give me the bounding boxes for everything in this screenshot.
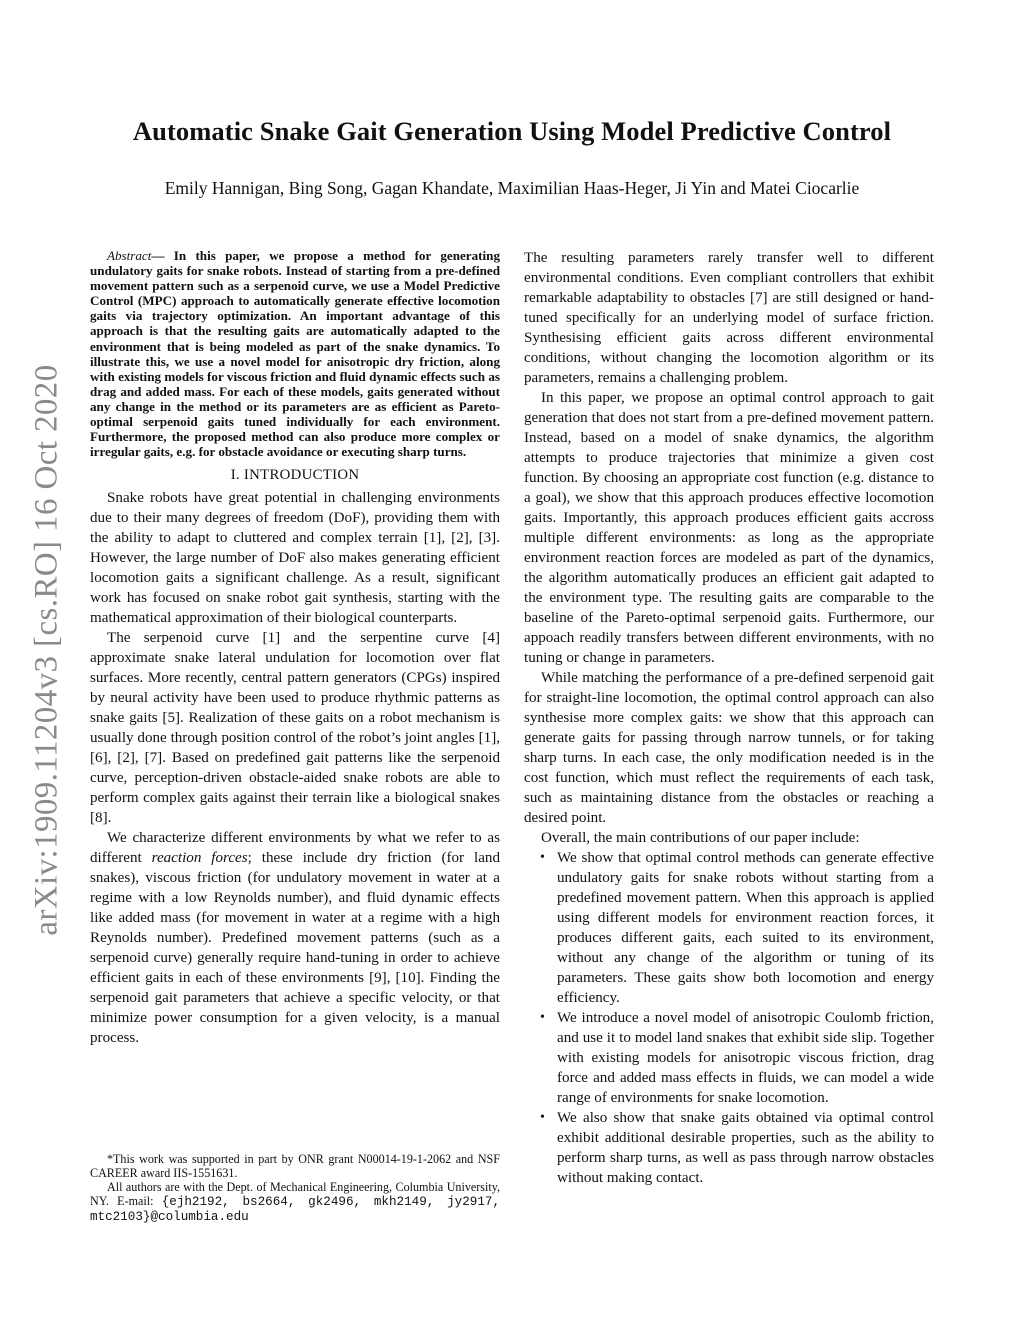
abstract-text: — In this paper, we propose a method for generating undulatory gaits for snake robots. Instead of starting from a pre-defined movement pattern such as a serpenoid curve, we use a Model Predictive Control (MPC) approach to automatically generate effective locomotion gaits via trajectory optimization. An important advantage of this approach is that the resulting gaits are automatically adapted to the environment that is being modeled as part of the snake dynamics. To illustrate this, we use a novel model for anisotropic dry friction, along with existing models for viscous friction and fluid dynamic effects such as drag and added mass. For each of these models, gaits generated without any change in the method or its parameters are as efficient as Pareto-optimal serpenoid gaits tuned individually for each environment. Furthermore, the proposed method can also produce more complex or irregular gaits, e.g. for obstacle avoidance or executing sharp turns. [90, 248, 500, 460]
contribution-1: We show that optimal control methods can generate effective undulatory gaits for snake robots without starting from a predefined movement pattern. When this approach is applied using different models for environment reaction forces, it produces different gaits, each suited to its environment, without any change of the algorithm or tuning of its parameters. These gaits show both locomotion and energy efficiency. [557, 850, 934, 1006]
intro-paragraph-1: Snake robots have great potential in challenging environments due to their many degrees of freedom (DoF), providing them with the ability to adapt to cluttered and complex terrain [1], [2], [3]. However, the large number of DoF also makes generating efficient locomotion gaits a significant challenge. As a result, significant work has focused on snake robot gait synthesis, starting with the mathematical approximation of their biological counterparts. [90, 490, 500, 627]
right-column [524, 248, 934, 1188]
bullet-icon: • [540, 1110, 545, 1125]
contributions-lead: Overall, the main contributions of our paper include: [541, 830, 860, 846]
abstract-label: Abstract [107, 248, 152, 263]
arxiv-identifier-watermark [27, 355, 67, 945]
intro-paragraph-5: In this paper, we propose an optimal control approach to gait generation that does not start from a pre-defined movement pattern. Instead, based on a model of snake dynamics, the algorithm attempts to produce trajectories that minimize a given cost function. By choosing an appropriate cost function (e.g. distance to a goal), we show that this approach produces effective locomotion gaits. Importantly, this approach produces efficient gaits accross multiple different environments: as long as the appropriate environment reaction forces are modeled as part of the dynamics, the algorithm automatically produces an efficient gait adapted to the environment type. The resulting gaits are comparable to the baseline of the Pareto-optimal serpenoid gaits. Furthermore, our appoach readily transfers between different environments, with no tuning or change in parameters. [524, 390, 934, 666]
paper-title: Automatic Snake Gait Generation Using Model Predictive Control [132, 116, 892, 146]
affiliation-text: All authors are with the Dept. of Mechanical Engineering, Columbia University, NY. E-mail: [90, 1180, 500, 1208]
intro-paragraph-2: The serpenoid curve [1] and the serpentine curve [4] approximate snake lateral undulation for locomotion over flat surfaces. More recently, central pattern generators (CPGs) inspired by neural activity have been used to produce rhythmic patterns as snake gaits [5]. Realization of these gaits on a robot mechanism is usually done through position control of the robot’s joint angles [1], [6], [2], [7]. Based on predefined gait patterns like the serpenoid curve, perception-driven obstacle-aided snake robots are able to perform complex gaits against their terrain like a biological snakes [8]. [90, 630, 500, 827]
left-column [90, 248, 500, 1048]
author-emails: {ejh2192, bs2664, gk2496, mkh2149, jy2917, mtc2103}@columbia.edu [90, 1195, 501, 1224]
arxiv-identifier-text: arXiv:1909.11204v3 [cs.RO] 16 Oct 2020 [28, 364, 65, 936]
list-item [524, 1008, 934, 1108]
intro-paragraph-6: While matching the performance of a pre-defined serpenoid gait for straight-line locomotion, the optimal control approach can also synthesise more complex gaits: we show that this approach can generate gaits for passing through narrow tunnels, or for taking sharp turns. In each case, the only modification needed is in the cost function, which must reflect the requirements of each task, such as maintaining distance from the obstacles or reaching a desired point. [524, 670, 934, 826]
bullet-icon: • [540, 1010, 545, 1025]
list-item [524, 1108, 934, 1188]
intro-paragraph-4: The resulting parameters rarely transfer well to different environmental conditions. Even compliant controllers that exhibit remarkable adaptability to obstacles [7] are still designed or hand-tuned specifically for an underlying model of surface friction. Synthesising efficient gaits across different environmental conditions, without changing the locomotion algorithm or its parameters, remains a challenging problem. [524, 250, 934, 386]
affiliation-footnote [90, 1180, 500, 1224]
intro-paragraph-3 [90, 828, 500, 1048]
funding-footnote: *This work was supported in part by ONR grant N00014-19-1-2062 and NSF CAREER award IIS-1551631. [90, 1152, 500, 1180]
contribution-2: We introduce a novel model of anisotropic Coulomb friction, and use it to model land snakes that exhibit side slip. Together with existing models for anisotropic viscous friction, drag force and added mass effects in fluids, we can model a wide range of environments for snake locomotion. [557, 1010, 934, 1106]
list-item [524, 848, 934, 1008]
intro-paragraph-3-end: ; these include dry friction (for land snakes), viscous friction (for undulatory movement in water at a regime with a low Reynolds number), and fluid dynamic effects like added mass (for movement in water at a regime with a high Reynolds number). Predefined movement patterns (such as a serpenoid curve) generally require hand-tuning in order to achieve efficient gaits in each of these environments [9], [10]. Finding the serpenoid gait parameters that achieve a specific velocity, or that minimize power consumption for a given velocity, is a manual process. [90, 850, 500, 1047]
footnotes [90, 1152, 500, 1224]
intro-paragraph-3-start: We characterize different environments by what we refer to as different [90, 830, 500, 867]
bullet-icon: • [540, 850, 545, 865]
contributions-list [524, 848, 934, 1188]
author-list: Emily Hannigan, Bing Song, Gagan Khandate, Maximilian Haas-Heger, Ji Yin and Matei Ciocarlie [164, 178, 860, 198]
reaction-forces-term: reaction forces [151, 850, 248, 867]
abstract [90, 248, 500, 459]
contribution-3: We also show that snake gaits obtained via optimal control exhibit additional desirable properties, such as the ability to perform sharp turns, as well as pass through narrow obstacles without making contact. [557, 1110, 934, 1186]
section-heading-introduction: I. INTRODUCTION [230, 467, 360, 484]
